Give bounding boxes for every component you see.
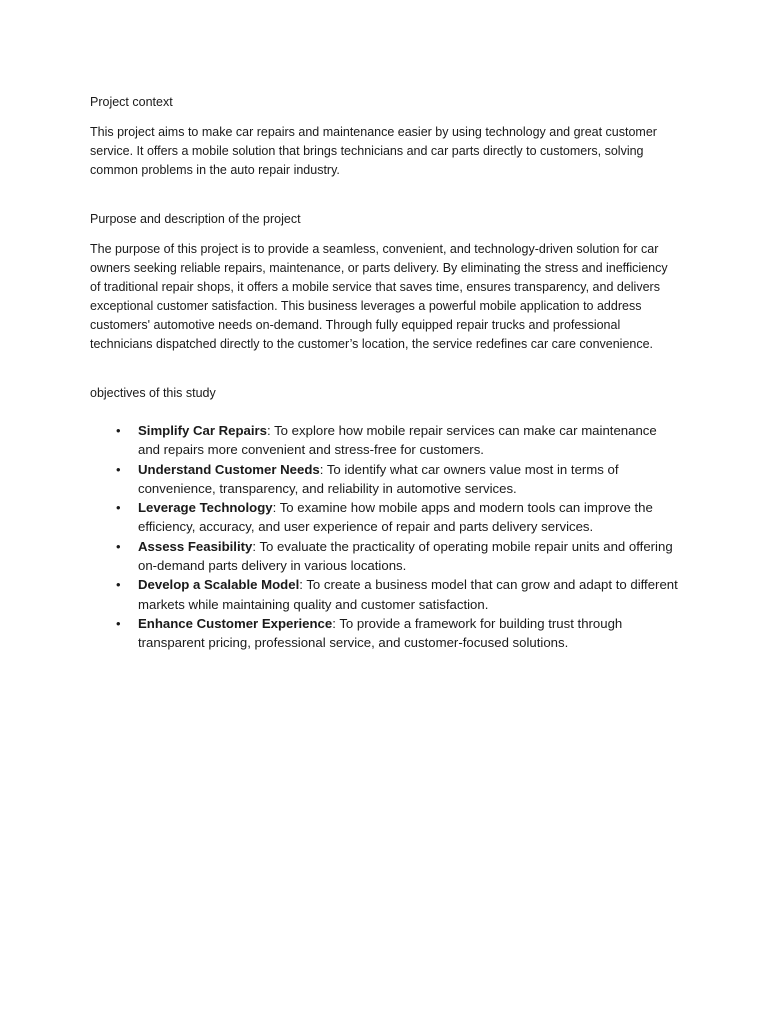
objective-item — [116, 537, 680, 576]
objective-text: : To examine how mobile apps and modern tools can improve the efficiency, accuracy, and user experience of repair and parts delivery services. — [138, 500, 653, 535]
objective-item — [116, 460, 680, 499]
objective-item — [116, 498, 680, 537]
objectives-list — [90, 421, 680, 653]
objective-term: Understand Customer Needs — [138, 461, 320, 477]
document-page — [90, 93, 680, 653]
objective-item — [116, 614, 680, 653]
section-project-context — [90, 93, 680, 180]
objective-term: Assess Feasibility — [138, 538, 253, 554]
section-body-context: This project aims to make car repairs and maintenance easier by using technology and great customer service. It offers a mobile solution that brings technicians and car parts directly to customers, solving common problems in the auto repair industry. — [90, 125, 657, 177]
objective-term: Leverage Technology — [138, 500, 273, 516]
bullet-icon: • — [116, 577, 121, 593]
objective-text: : To create a business model that can grow and adapt to different markets while maintaining quality and customer satisfaction. — [138, 577, 678, 612]
objective-text: : To identify what car owners value most in terms of convenience, transparency, and reliability in automotive services. — [138, 461, 619, 496]
objective-item — [116, 421, 680, 460]
objective-text: : To explore how mobile repair services can make car maintenance and repairs more convenient and stress-free for customers. — [138, 423, 657, 458]
objective-term: Simplify Car Repairs — [138, 423, 267, 438]
objective-term: Enhance Customer Experience — [138, 615, 333, 631]
section-heading-objectives: objectives of this study — [90, 386, 216, 400]
objective-item — [116, 575, 680, 614]
objective-text: : To provide a framework for building trust through transparent pricing, professional service, and customer-focused solutions. — [138, 615, 623, 651]
section-heading-purpose: Purpose and description of the project — [90, 212, 301, 226]
bullet-icon: • — [116, 423, 121, 438]
bullet-icon: • — [116, 538, 121, 554]
objective-text: : To evaluate the practicality of operating mobile repair units and offering on-demand parts delivery in various locations. — [138, 538, 673, 574]
objective-term: Develop a Scalable Model — [138, 577, 300, 593]
bullet-icon: • — [116, 461, 121, 477]
section-heading-context: Project context — [90, 95, 173, 109]
section-body-purpose: The purpose of this project is to provide a seamless, convenient, and technology-driven solution for car owners seeking reliable repairs, maintenance, or parts delivery. By eliminating the stress and inefficiency of traditional repair shops, it offers a mobile service that saves time, ensures transparency, and delivers exceptional customer satisfaction. This business leverages a powerful mobile application to address customers' automotive needs on-demand. Through fully equipped repair trucks and professional technicians dispatched directly to the customer’s location, the service redefines car care convenience. — [90, 242, 668, 351]
bullet-icon: • — [116, 500, 121, 516]
section-purpose — [90, 210, 680, 354]
bullet-icon: • — [116, 615, 121, 631]
section-objectives — [90, 384, 680, 653]
